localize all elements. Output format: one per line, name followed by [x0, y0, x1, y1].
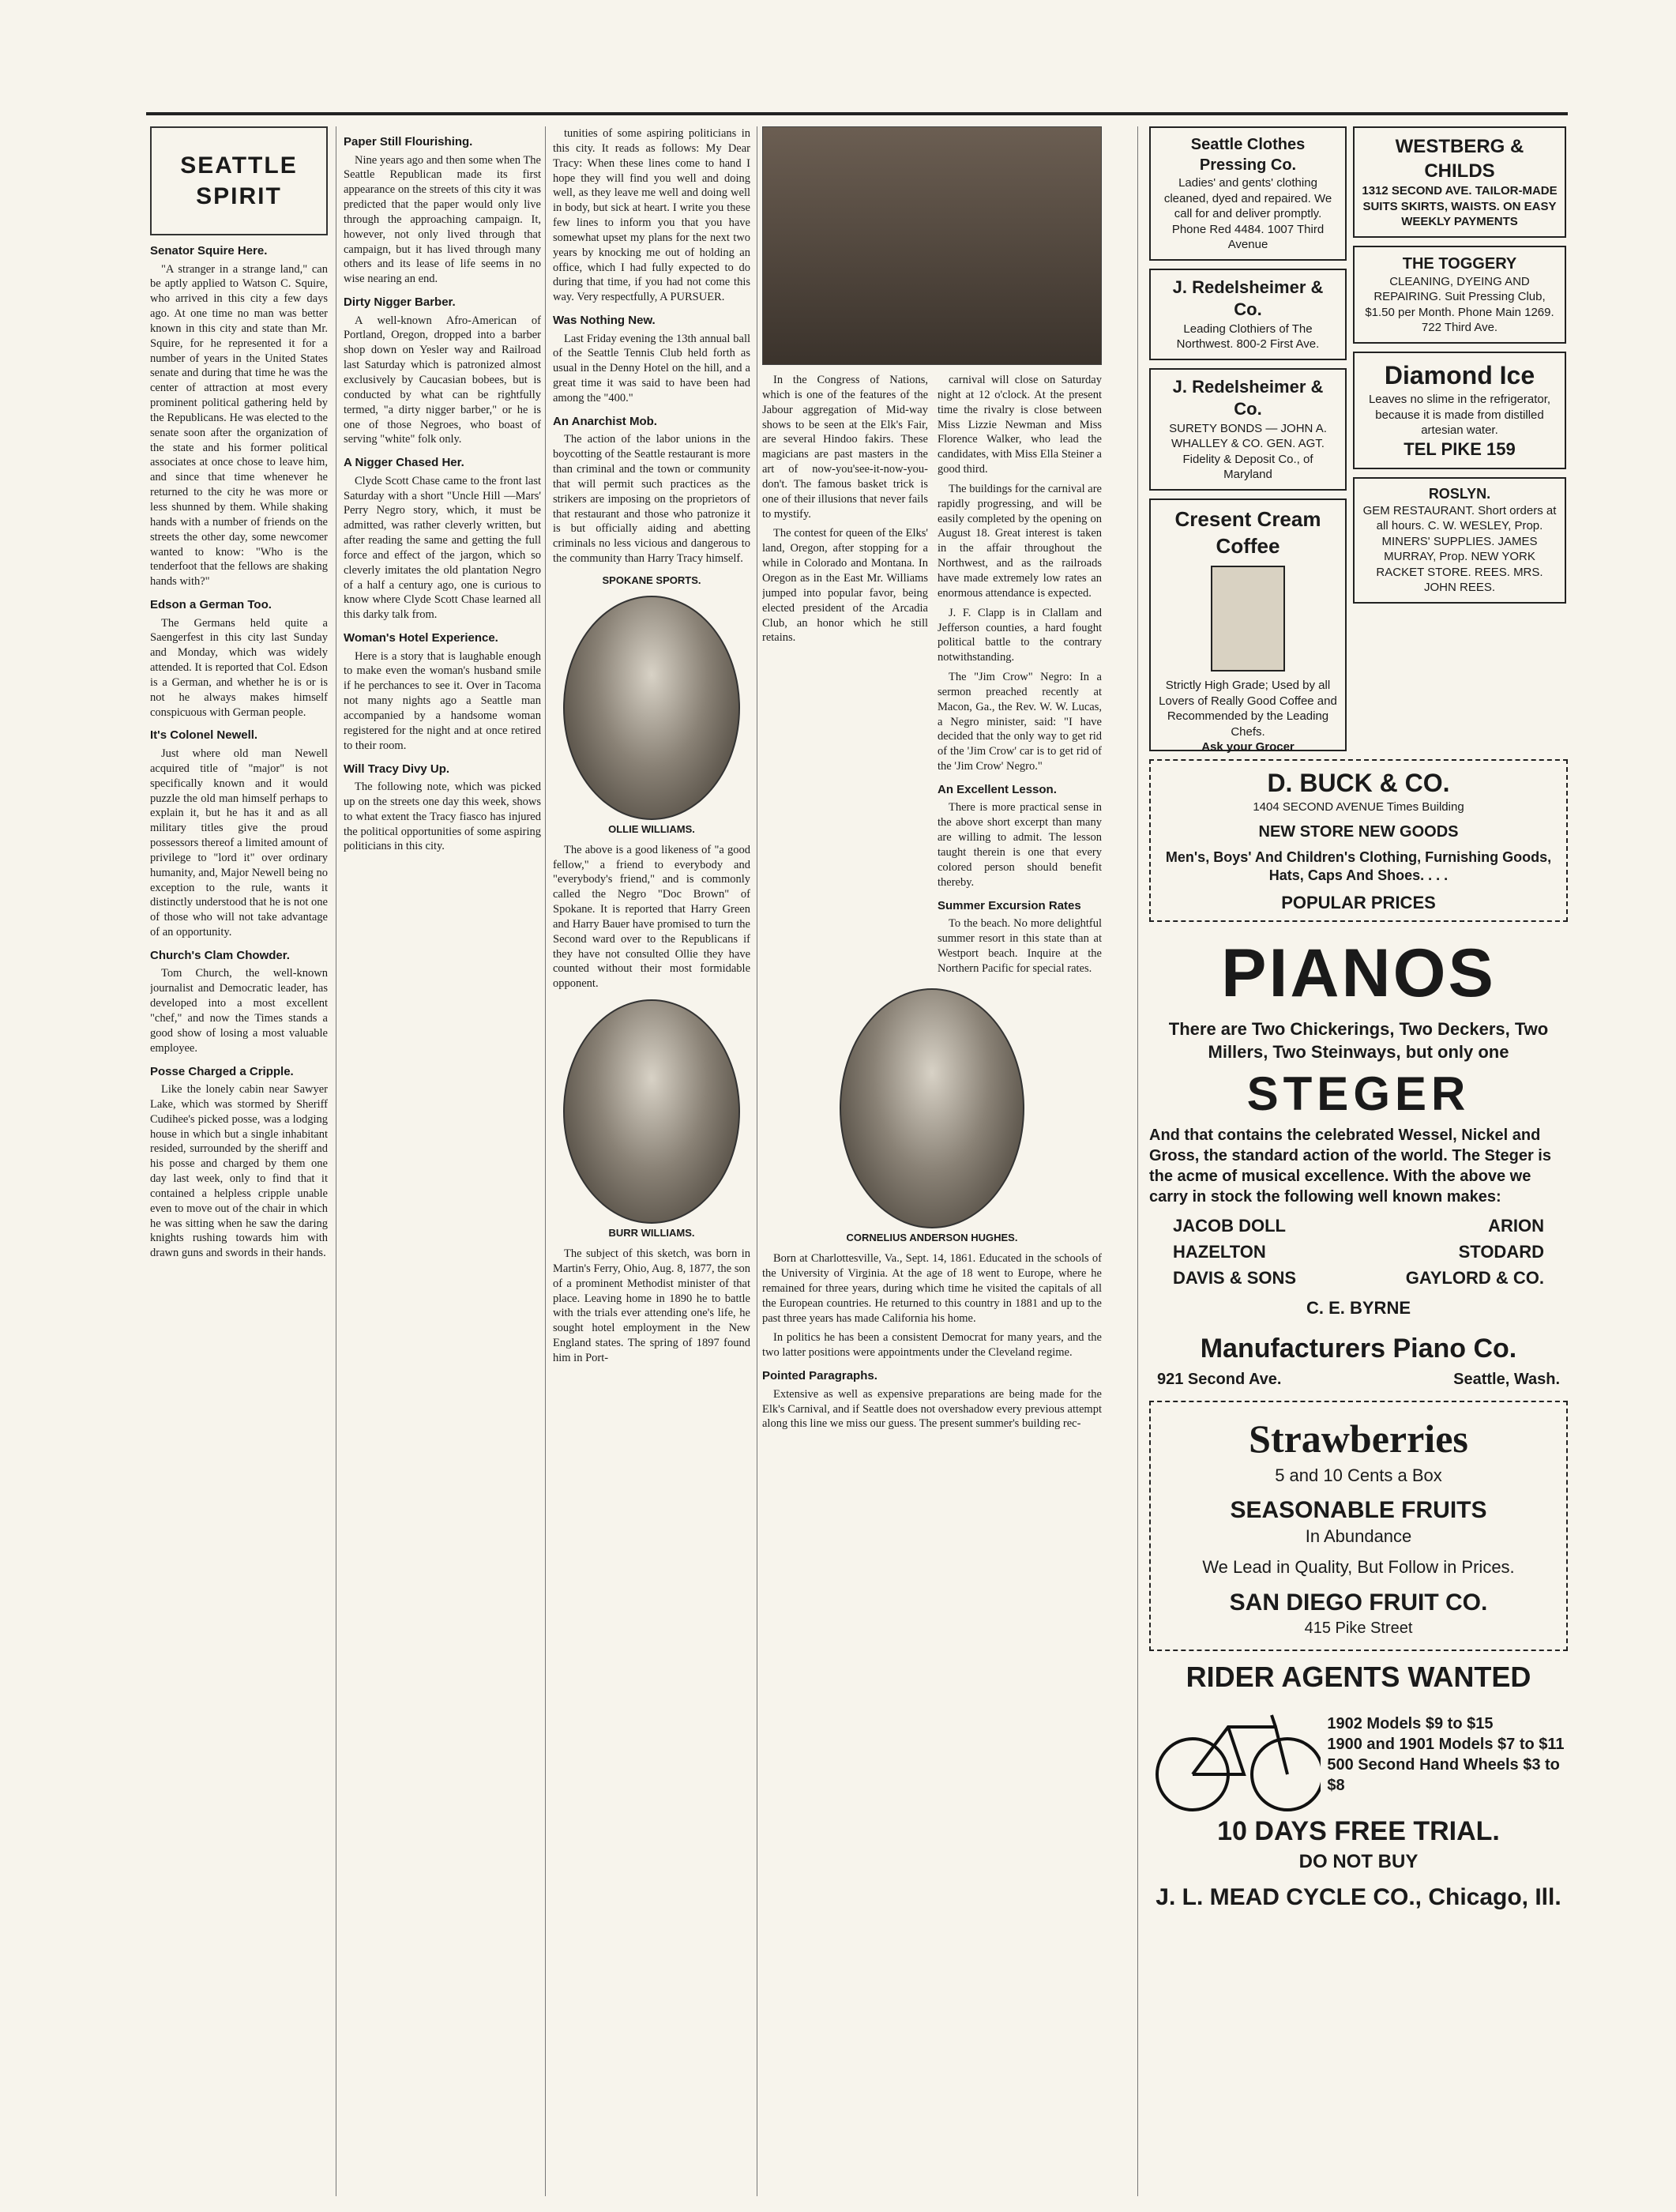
- article-text: carnival will close on Saturday night at 12 o'clock. At the present time the rivalry is close between Miss Lizzie Newman and Miss Florence Walker, who lead the candidates, with Miss Ella Steiner a good third.: [938, 374, 1102, 476]
- article-text: In the Congress of Nations, which is one of the features of the Jabour aggregation of Mid-way shows to be seen at the Elk's Fair, are several Hindoo fakirs. These magicians are past masters in the art of now-you'see-it-now-you-don't. The famous basket trick is one of their illusions that never fails to mystify.: [762, 374, 928, 521]
- masthead: SEATTLE SPIRIT: [150, 126, 328, 235]
- caption-burr: BURR WILLIAMS.: [608, 1227, 695, 1240]
- article-heading: An Excellent Lesson.: [938, 782, 1057, 796]
- article-text: The "Jim Crow" Negro: In a sermon preached recently at Macon, Ga., the Rev. W. W. Lucas, a Negro minister, said: "I have decided that the only way to get rid of the 'Jim Crow' car is to get rid of the 'Jim Crow' Negro.": [938, 671, 1102, 773]
- piano-brand: HAZELTON: [1173, 1241, 1266, 1262]
- portrait-burr: [563, 999, 740, 1224]
- article-text: J. F. Clapp is in Clallam and Jefferson counties, a hard fought political battle to the contrary notwithstanding.: [938, 606, 1102, 664]
- ad-redelsheimer-1: J. Redelsheimer & Co. Leading Clothiers of The Northwest. 800-2 First Ave.: [1149, 269, 1347, 360]
- spokane-heading: SPOKANE SPORTS.: [602, 574, 701, 586]
- column-1: [150, 126, 328, 2196]
- article-heading: Pointed Paragraphs.: [762, 1369, 877, 1383]
- article-heading: Was Nothing New.: [553, 314, 656, 328]
- article-text: The buildings for the carnival are rapidly progressing, and will be easily completed by the opening on August 18. Great interest is taken in the affair throughout the Northwest, and as the railroads have made extremely low rates an enormous attendance is expected.: [938, 482, 1102, 600]
- article-text: Tom Church, the well-known journalist and Democratic leader, has developed into a most excellent "chef," and now the Times stands a good show of losing a most valuable employee.: [150, 967, 328, 1055]
- article-text: Just where old man Newell acquired title of "major" is not specifically known and it would puzzle the old man himself perhaps to explain it, but he has it and as all military titles give the proud possessors thereof a limited amount of privilege to "lord it" over ordinary humanity, and, Major Newell being no exception to the rule, wants it distinctly understood that he is not one of those who will not take advantage of an opportunity.: [150, 747, 328, 939]
- article-text: Nine years ago and then some when The Seattle Republican made its first appearance on the streets of this city it was predicted that the paper would only live through the approaching campaign. It, however, not only lived through that campaign, but it has lived through many others and its lease of life seems in no wise nearing an end.: [344, 153, 541, 286]
- column-2: [344, 126, 541, 2196]
- photo-hindoo-fakirs: [762, 126, 1102, 365]
- article-heading: It's Colonel Newell.: [150, 728, 258, 743]
- portrait-ollie: [563, 596, 740, 820]
- article-text: In politics he has been a consistent Democrat for many years, and the two latter positions were appointments under the Cleveland regime.: [762, 1331, 1102, 1360]
- ad-d-buck: D. BUCK & CO. 1404 SECOND AVENUE Times Building NEW STORE NEW GOODS Men's, Boys' And Children's Clothing, Furnishing Goods, Hats, Caps And Shoes. . . . POPULAR PRICES: [1149, 759, 1568, 922]
- article-text: Last Friday evening the 13th annual ball of the Seattle Tennis Club held forth as usual in the Denny Hotel on the hill, and a great time it was said to have been had among the "400.": [553, 332, 750, 404]
- caption-ollie: OLLIE WILLIAMS.: [608, 822, 695, 835]
- article-heading: Summer Excursion Rates: [938, 898, 1081, 912]
- column-3: [553, 126, 750, 2196]
- article-heading: Will Tracy Divy Up.: [344, 762, 450, 776]
- article-text: The Germans held quite a Saengerfest in this city last Sunday and Monday, which was widely attended. It is reported that Col. Edson is a German, and whether he is or is not he always makes himself conspicuous with German people.: [150, 616, 328, 719]
- article-text: Extensive as well as expensive preparations are being made for the Elk's Carnival, and if Seattle does not overshadow every previous attempt along this line we miss our guess. The present summer's building rec-: [762, 1387, 1102, 1431]
- ad-strawberries: Strawberries 5 and 10 Cents a Box SEASONABLE FRUITS In Abundance We Lead in Quality, But Follow in Prices. SAN DIEGO FRUIT CO. 415 Pike Street: [1149, 1401, 1568, 1651]
- article-text: Clyde Scott Chase came to the front last Saturday with a short "Uncle Hill —Mars' Perry Negro story, which, it must be admitted, was rather cleverly written, but after reading the same and getting the full force and effect of the jargon, which so cleverly imitates the old plantation Negro of a half a century ago, one is curious to know where Clyde Scott Chase learned all this darky talk from.: [344, 474, 541, 622]
- column-4: [762, 126, 1102, 2196]
- article-heading: Senator Squire Here.: [150, 244, 268, 258]
- ad-rider-agents: RIDER AGENTS WANTED 1902 Models $9 to $15 1900 and 1901 Models $7 to $11 500 Second Hand Wheels $3 to $8 10 DAYS FREE TRIAL. DO NOT BUY J. L. MEAD CYCLE CO., Chicago, Ill.: [1149, 1659, 1568, 1913]
- article-text: tunities of some aspiring politicians in this city. It reads as follows: My Dear Tracy: When these lines come to hand I hope they will find you well and doing well, as they leave me well and doing well in body, but sick at heart. I write you these few lines to inform you that you have somewhat upset my plans for the next two years by knocking me out of holding an office, which I had fully expected to do during that time, if you had not come this way. Very respectfully, A PURSUER.: [553, 127, 750, 304]
- article-text: The following note, which was picked up on the streets one day this week, shows to what extent the Tracy fiasco has injured the political opportunities of some aspiring politicians in this city.: [344, 781, 541, 853]
- piano-brand: ARION: [1488, 1216, 1544, 1236]
- ad-diamond-ice: Diamond Ice Leaves no slime in the refrigerator, because it is made from distilled artesian water. TEL PIKE 159: [1353, 352, 1566, 469]
- ad-redelsheimer-2: J. Redelsheimer & Co. SURETY BONDS — JOHN A. WHALLEY & CO. GEN. AGT. Fidelity & Deposit Co., of Maryland: [1149, 368, 1347, 491]
- ad-roslyn: ROSLYN. GEM RESTAURANT. Short orders at all hours. C. W. WESLEY, Prop. MINERS' SUPPLIES. JAMES MURRAY, Prop. NEW YORK RACKET STORE. REES. MRS. JOHN REES.: [1353, 477, 1566, 604]
- article-text: Here is a story that is laughable enough to make even the woman's husband smile if he perchances to see it. Over in Tacoma not many nights ago a Seattle man accompanied by a handsome woman registered for the night and at once retired to their room.: [344, 649, 541, 752]
- piano-brand: DAVIS & SONS: [1173, 1267, 1297, 1288]
- article-text: To the beach. No more delightful summer resort in this state than at Westport beach. Inquire at the Northern Pacific for special rates.: [938, 917, 1102, 975]
- top-rule: [146, 112, 1568, 115]
- article-heading: Posse Charged a Cripple.: [150, 1064, 294, 1078]
- piano-brand: GAYLORD & CO.: [1405, 1267, 1544, 1288]
- piano-brand: JACOB DOLL: [1173, 1216, 1286, 1236]
- article-heading: A Nigger Chased Her.: [344, 456, 464, 470]
- bicycle-icon: [1149, 1695, 1321, 1814]
- ad-coffee: Cresent Cream Coffee Strictly High Grade; Used by all Lovers of Really Good Coffee and Recommended by the Leading Chefs. Ask your Grocer: [1149, 498, 1347, 751]
- article-heading: An Anarchist Mob.: [553, 414, 657, 428]
- caption-hughes: CORNELIUS ANDERSON HUGHES.: [846, 1232, 1018, 1244]
- portrait-hughes: [840, 988, 1024, 1228]
- article-text: There is more practical sense in the above short excerpt than many are willing to admit. The lesson taught therein is one that every colored person should benefit thereby.: [938, 801, 1102, 889]
- article-text: The action of the labor unions in the boycotting of the Seattle restaurant is more than criminal and the town or community that will permit such practices as the strikers are imposing on the proprietors of that restaurant and those who patronize it is but officially aiding and abetting criminals no less vicious and dangerous to the community than Harry Tracy himself.: [553, 433, 750, 566]
- article-heading: Church's Clam Chowder.: [150, 948, 290, 962]
- article-heading: Dirty Nigger Barber.: [344, 295, 456, 310]
- burr-text: The subject of this sketch, was born in Martin's Ferry, Ohio, Aug. 8, 1877, the son of a prominent Methodist minister of that place. Leaving home in 1890 he to battle with the trials ever attending one's life, he sought hotel employment in the New England states. The spring of 1897 found him in Port-: [553, 1247, 750, 1364]
- coffee-can-icon: [1211, 566, 1285, 672]
- column-ads: [1149, 126, 1568, 2196]
- ad-clothes-pressing: Seattle Clothes Pressing Co. Ladies' and gents' clothing cleaned, dyed and repaired. We call for and deliver promptly. Phone Red 4484. 1007 Third Avenue: [1149, 126, 1347, 261]
- article-text: A well-known Afro-American of Portland, Oregon, dropped into a barber shop down on Yesler way and Railroad last Saturday which is patronized almost exclusively by Caucasian bobees, but is conducted by what can be rightfully termed, "a dirty nigger barber," or he is one of those Negroes, who boast of serving "white" folk only.: [344, 314, 541, 446]
- ad-toggery: THE TOGGERY CLEANING, DYEING AND REPAIRING. Suit Pressing Club, $1.50 per Month. Phone Main 1269. 722 Third Ave.: [1353, 246, 1566, 344]
- article-heading: Woman's Hotel Experience.: [344, 631, 498, 645]
- article-text: Born at Charlottesville, Va., Sept. 14, 1861. Educated in the schools of the University of Virginia. At the age of 18 went to Europe, where he remained for three years, during which time he visited the capitals of all the European countries. He returned to this country in 1881 and up to the past three years has made California his home.: [762, 1252, 1102, 1325]
- ad-pianos: PIANOS There are Two Chickerings, Two Deckers, Two Millers, Two Steinways, but only one STEGER And that contains the celebrated Wessel, Nickel and Gross, the standard action of the world. The Steger is the acme of musical excellence. With the above we carry in stock the following well known makes: JACOB DOLL ARION HAZELTON STODARD DAVIS & SONS GAYLORD & CO. C. E. BYRNE Manufacturers Piano Co. 921 Second Ave. Seattle, Wash.: [1149, 935, 1560, 1388]
- article-heading: Edson a German Too.: [150, 598, 272, 612]
- article-text: The above is a good likeness of "a good fellow," a friend to everybody and "everybody's friend," and is commonly called the Negro "Doc Brown" of Spokane. It is reported that Harry Green and Harry Bauer have promised to turn the Second ward over to the Republicans if they have not consulted Ollie they have counted without their most formidable opponent.: [553, 843, 750, 991]
- article-text: Like the lonely cabin near Sawyer Lake, which was stormed by Sheriff Cudihee's picked posse, was a lodging house in which but a single inhabitant resided, surrounded by the sheriff and his posse and charged by them one day last week, only to find that it contained a helpless cripple unable even to move out of the chair in which he was sitting when he saw the daring knights rushing towards him with drawn guns and swords in their hands.: [150, 1083, 328, 1260]
- article-text: The contest for queen of the Elks' land, Oregon, after stopping for a while in Colorado and Montana. In Oregon as in the East Mr. Williams jumped into popular favor, being elected president of the Arcadia Club, an honor which he still retains.: [762, 527, 928, 645]
- article-heading: Paper Still Flourishing.: [344, 135, 473, 149]
- piano-brand: STODARD: [1458, 1241, 1544, 1262]
- article-text: "A stranger in a strange land," can be aptly applied to Watson C. Squire, who arrived in this city a few days ago. At one time no man was better known in this city and state than Mr. Squire, for he represented it for a number of years in the United States senate and during that time he was the center of attraction at most every prominent political gathering held by the Republicans. He was elected to the senate soon after the organization of the state and his former political associates at once chose to leave him, and since that time whenever he returned to the city he was more or less shunned by them. While shaking hands with a number of friends on the streets the other day, some newcomer wanted to know: "Who is the tenderfoot that the fellows are shaking hands with?": [150, 262, 328, 589]
- ad-westberg: WESTBERG & CHILDS 1312 SECOND AVE. TAILOR-MADE SUITS SKIRTS, WAISTS. ON EASY WEEKLY PAYMENTS: [1353, 126, 1566, 238]
